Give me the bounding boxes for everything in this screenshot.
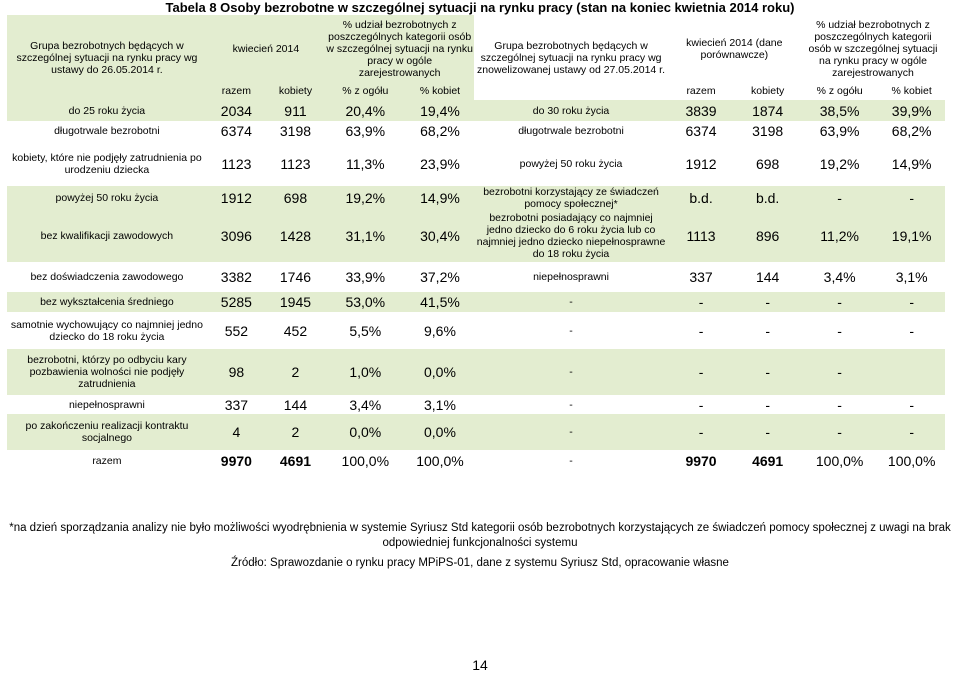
row-label-left: kobiety, które nie podjęły zatrudnienia po urodzeniu dziecka [7,141,207,186]
value-left: 1123 [266,141,325,186]
total-value-left: 100,0% [325,450,406,471]
total-value-left: 100,0% [406,450,475,471]
value-right: - [668,414,735,450]
value-right: 68,2% [878,121,945,141]
value-left: 1746 [266,262,325,292]
value-right: - [801,292,878,312]
value-right: 1874 [734,100,801,121]
row-label-left: bezrobotni, którzy po odbyciu kary pozbawienia wolności nie podjęły zatrudnienia [7,349,207,395]
value-left: 41,5% [406,292,475,312]
row-label-right: bezrobotni posiadający co najmniej jedno dziecko do 6 roku życia lub co najmniej jedno dziecko niepełnosprawne do 18 roku życia [474,210,667,262]
value-left: 23,9% [406,141,475,186]
unemployment-table [7,15,945,471]
total-value-left: 4691 [266,450,325,471]
row-label-right: powyżej 50 roku życia [474,141,667,186]
table-row [7,292,945,312]
value-right: - [878,186,945,210]
value-left: 53,0% [325,292,406,312]
row-label-left: bez wykształcenia średniego [7,292,207,312]
value-right: - [878,292,945,312]
value-left: 3198 [266,121,325,141]
value-right: - [801,395,878,414]
value-right: 3839 [668,100,735,121]
value-right: - [801,312,878,349]
row-label-left: powyżej 50 roku życia [7,186,207,210]
value-right [878,349,945,395]
row-label-left: długotrwale bezrobotni [7,121,207,141]
value-left: 337 [207,395,266,414]
value-right: - [801,414,878,450]
value-right: 144 [734,262,801,292]
table-row [7,100,945,121]
value-right: 1113 [668,210,735,262]
value-left: 3382 [207,262,266,292]
right-group-header: Grupa bezrobotnych będących w szczególnej sytuacji na rynku pracy wg znowelizowanej ustawy od 27.05.2014 r. [474,15,667,100]
value-left: 3096 [207,210,266,262]
col-header-pct-total: % z ogółu [325,82,406,100]
row-label-left: bez doświadczenia zawodowego [7,262,207,292]
value-right: 38,5% [801,100,878,121]
value-right: - [878,414,945,450]
value-left: 68,2% [406,121,475,141]
value-left: 14,9% [406,186,475,210]
value-left: 30,4% [406,210,475,262]
value-right: 39,9% [878,100,945,121]
value-left: 9,6% [406,312,475,349]
value-left: 5,5% [325,312,406,349]
row-label-left: niepełnosprawni [7,395,207,414]
value-left: 144 [266,395,325,414]
row-label-right: - [474,312,667,349]
left-period-header: kwiecień 2014 [207,15,325,82]
value-left: 31,1% [325,210,406,262]
right-share-header: % udział bezrobotnych z poszczególnych kategorii osób w szczególnej sytuacji na rynku pracy w ogóle zarejestrowanych [801,15,945,82]
value-left: 63,9% [325,121,406,141]
col-header-razem-right: razem [668,82,735,100]
value-left: 552 [207,312,266,349]
row-label-left: samotnie wychowujący co najmniej jedno dziecko do 18 roku życia [7,312,207,349]
value-left: 911 [266,100,325,121]
table-row [7,121,945,141]
value-left: 2 [266,414,325,450]
value-right: 1912 [668,141,735,186]
total-row [7,450,945,471]
value-right: - [734,312,801,349]
table-row [7,262,945,292]
table-row [7,414,945,450]
value-right: - [734,349,801,395]
row-label-right: - [474,292,667,312]
value-left: 3,4% [325,395,406,414]
value-left: 5285 [207,292,266,312]
total-label-left: razem [7,450,207,471]
value-right: 3198 [734,121,801,141]
row-label-left: do 25 roku życia [7,100,207,121]
table-row [7,349,945,395]
row-label-right: długotrwale bezrobotni [474,121,667,141]
value-right: - [734,292,801,312]
col-header-pct-total-right: % z ogółu [801,82,878,100]
value-right: - [668,349,735,395]
table-row [7,141,945,186]
col-header-kobiety-right: kobiety [734,82,801,100]
value-right: 11,2% [801,210,878,262]
col-header-pct-women: % kobiet [406,82,475,100]
total-value-right: 100,0% [801,450,878,471]
total-value-right: 4691 [734,450,801,471]
value-right: - [668,292,735,312]
right-period-header: kwiecień 2014 (dane porównawcze) [668,15,801,82]
value-right: 896 [734,210,801,262]
value-right: 3,4% [801,262,878,292]
value-right: 698 [734,141,801,186]
value-left: 1912 [207,186,266,210]
value-right: 3,1% [878,262,945,292]
value-left: 11,3% [325,141,406,186]
total-value-left: 9970 [207,450,266,471]
footnote: *na dzień sporządzania analizy nie było możliwości wyodrębnienia w systemie Syriusz Std kategorii osób bezrobotnych korzystających ze świadczeń pomocy społecznej z uwagi na brak odpowiedniej funkcjonalności systemu [9,522,951,549]
value-left: 33,9% [325,262,406,292]
row-label-right: - [474,349,667,395]
value-left: 1,0% [325,349,406,395]
row-label-right: do 30 roku życia [474,100,667,121]
value-left: 37,2% [406,262,475,292]
value-right: - [878,395,945,414]
value-left: 19,4% [406,100,475,121]
value-left: 1428 [266,210,325,262]
value-left: 0,0% [406,349,475,395]
table-row [7,395,945,414]
table-row [7,312,945,349]
value-left: 98 [207,349,266,395]
value-right: 63,9% [801,121,878,141]
row-label-right: - [474,414,667,450]
value-left: 20,4% [325,100,406,121]
table-title: Tabela 8 Osoby bezrobotne w szczególnej sytuacji na rynku pracy (stan na koniec kwietnia 2014 roku) [165,0,795,15]
value-right: - [801,349,878,395]
left-share-header: % udział bezrobotnych z poszczególnych kategorii osób w szczególnej sytuacji na rynku pracy w ogóle zarejestrowanych [325,15,474,82]
value-left: 0,0% [406,414,475,450]
value-right: b.d. [668,186,735,210]
value-right: 19,1% [878,210,945,262]
row-label-right: niepełnosprawni [474,262,667,292]
total-value-right: 9970 [668,450,735,471]
value-left: 2 [266,349,325,395]
value-left: 6374 [207,121,266,141]
value-right: - [668,312,735,349]
value-right: - [801,186,878,210]
value-left: 3,1% [406,395,475,414]
total-label-right: - [474,450,667,471]
left-group-header: Grupa bezrobotnych będących w szczególnej sytuacji na rynku pracy wg ustawy do 26.05.2014 r. [7,15,207,100]
col-header-kobiety: kobiety [266,82,325,100]
page-number: 14 [472,657,488,673]
value-left: 1945 [266,292,325,312]
value-right: 337 [668,262,735,292]
col-header-pct-women-right: % kobiet [878,82,945,100]
value-left: 19,2% [325,186,406,210]
row-label-left: bez kwalifikacji zawodowych [7,210,207,262]
value-left: 4 [207,414,266,450]
row-label-right: - [474,395,667,414]
value-right: b.d. [734,186,801,210]
value-right: - [734,414,801,450]
value-left: 698 [266,186,325,210]
value-right: - [668,395,735,414]
value-left: 0,0% [325,414,406,450]
value-right: 19,2% [801,141,878,186]
value-left: 2034 [207,100,266,121]
row-label-left: po zakończeniu realizacji kontraktu socjalnego [7,414,207,450]
value-right: 14,9% [878,141,945,186]
table-row [7,210,945,262]
value-right: 6374 [668,121,735,141]
table-row [7,186,945,210]
value-left: 452 [266,312,325,349]
value-right: - [734,395,801,414]
source-note: Źródło: Sprawozdanie o rynku pracy MPiPS-01, dane z systemu Syriusz Std, opracowanie własne [231,557,729,569]
value-left: 1123 [207,141,266,186]
row-label-right: bezrobotni korzystający ze świadczeń pomocy społecznej* [474,186,667,210]
total-value-right: 100,0% [878,450,945,471]
col-header-razem: razem [207,82,266,100]
value-right: - [878,312,945,349]
